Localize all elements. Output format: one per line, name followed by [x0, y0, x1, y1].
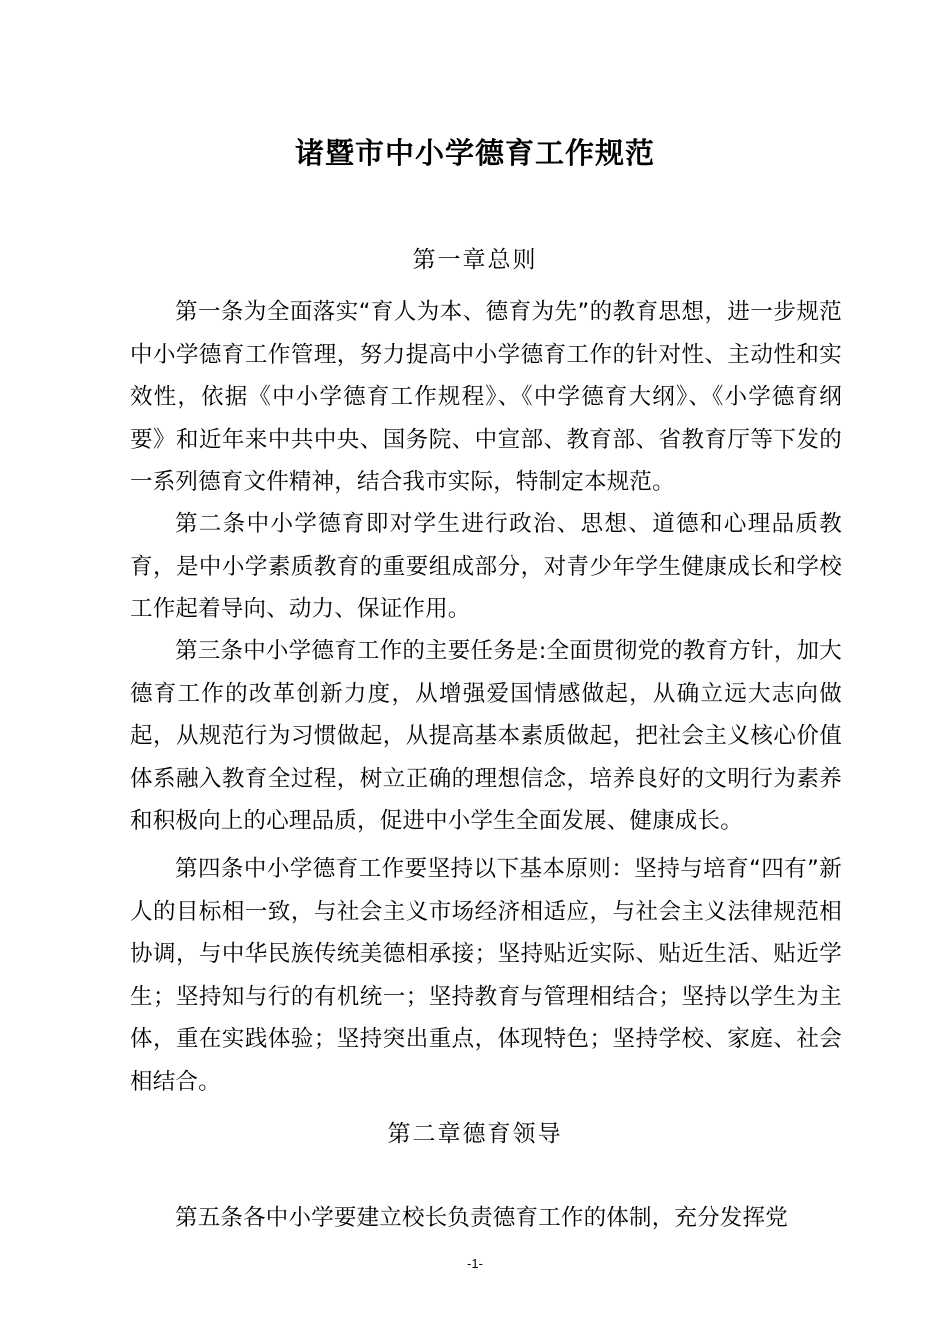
chapter-heading-2: 第二章德育领导 [387, 1121, 563, 1147]
article-2: 第二条中小学德育即对学生进行政治、思想、道德和心理品质教育，是中小学素质教育的重要组成部分，对青少年学生健康成长和学校工作起着导向、动力、保证作用。 [130, 511, 842, 622]
article-5: 第五条各中小学要建立校长负责德育工作的体制，充分发挥党 [175, 1205, 788, 1231]
article-3: 第三条中小学德育工作的主要任务是:全面贯彻党的教育方针，加大德育工作的改革创新力度，从增强爱国情感做起，从确立远大志向做起，从规范行为习惯做起，从提高基本素质做起，把社会主义核心价值体系融入教育全过程，树立正确的理想信念，培养良好的文明行为素养和积极向上的心理品质，促进中小学生全面发展、健康成长。 [130, 638, 842, 834]
article-1: 第一条为全面落实“育人为本、德育为先”的教育思想，进一步规范中小学德育工作管理，努力提高中小学德育工作的针对性、主动性和实效性，依据《中小学德育工作规程》、《中学德育大纲》、《小学德育纲要》和近年来中共中央、国务院、中宣部、教育部、省教育厅等下发的一系列德育文件精神，结合我市实际，特制定本规范。 [130, 299, 842, 495]
page-number: -1- [467, 1256, 483, 1271]
article-4: 第四条中小学德育工作要坚持以下基本原则：坚持与培育“四有”新人的目标相一致，与社会主义市场经济相适应，与社会主义法律规范相协调，与中华民族传统美德相承接；坚持贴近实际、贴近生活、贴近学生；坚持知与行的有机统一；坚持教育与管理相结合；坚持以学生为主体，重在实践体验；坚持突出重点，体现特色；坚持学校、家庭、社会相结合。 [130, 856, 842, 1095]
page-title: 诸暨市中小学德育工作规范 [294, 136, 655, 171]
chapter-heading-1: 第一章总则 [412, 247, 538, 273]
